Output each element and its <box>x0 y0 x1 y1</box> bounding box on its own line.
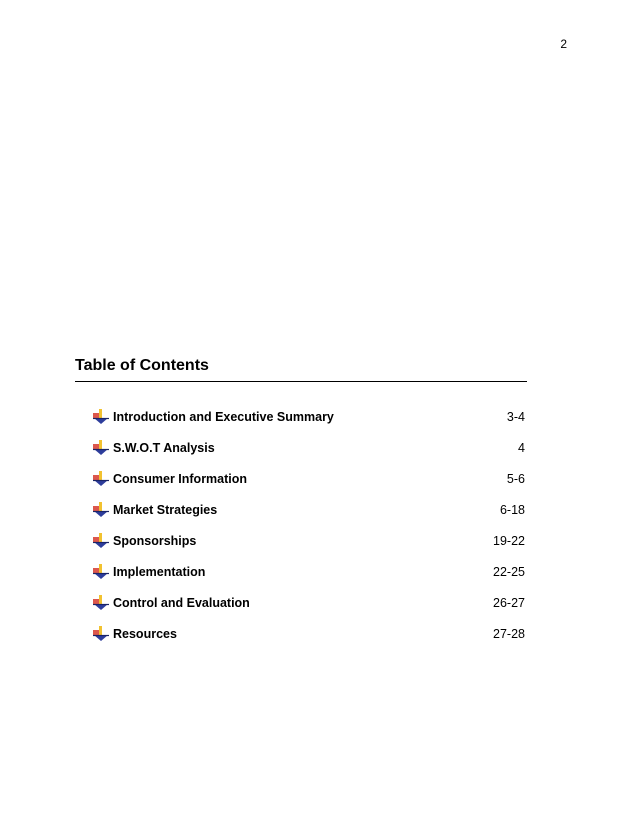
toc-entry <box>92 472 525 503</box>
pushpin-bullet-icon <box>92 471 110 487</box>
toc-entry-label: Consumer Information <box>113 472 248 486</box>
toc-entry-label: Market Strategies <box>113 503 218 517</box>
pushpin-bullet-icon <box>92 626 110 642</box>
toc-entry <box>92 410 525 441</box>
toc-entry-pages: 26-27 <box>493 596 525 610</box>
toc-entry-label: Sponsorships <box>113 534 197 548</box>
toc-entry-label: Control and Evaluation <box>113 596 250 610</box>
pushpin-bullet-icon <box>92 564 110 580</box>
toc-entry-label: Introduction and Executive Summary <box>113 410 334 424</box>
page-number: 2 <box>560 37 567 51</box>
toc-entry-label: S.W.O.T Analysis <box>113 441 215 455</box>
pushpin-bullet-icon <box>92 409 110 425</box>
toc-entry-pages: 6-18 <box>499 503 525 517</box>
toc-divider <box>75 381 527 382</box>
toc-entry-pages: 22-25 <box>493 565 525 579</box>
toc-entry <box>92 565 525 596</box>
toc-entry-pages: 3-4 <box>506 410 525 424</box>
toc-entry <box>92 503 525 534</box>
toc-entry <box>92 534 525 565</box>
toc-entry-pages: 27-28 <box>493 627 525 641</box>
toc-entry-pages: 19-22 <box>493 534 525 548</box>
toc-entry-pages: 5-6 <box>506 472 525 486</box>
toc-entry-label: Resources <box>113 627 177 641</box>
toc-list <box>92 410 525 658</box>
toc-title: Table of Contents <box>75 357 209 374</box>
toc-entry <box>92 441 525 472</box>
toc-entry <box>92 596 525 627</box>
toc-entry-pages: 4 <box>518 441 525 455</box>
pushpin-bullet-icon <box>92 533 110 549</box>
toc-entry-label: Implementation <box>113 565 206 579</box>
pushpin-bullet-icon <box>92 595 110 611</box>
pushpin-bullet-icon <box>92 440 110 456</box>
toc-entry <box>92 627 525 658</box>
pushpin-bullet-icon <box>92 502 110 518</box>
